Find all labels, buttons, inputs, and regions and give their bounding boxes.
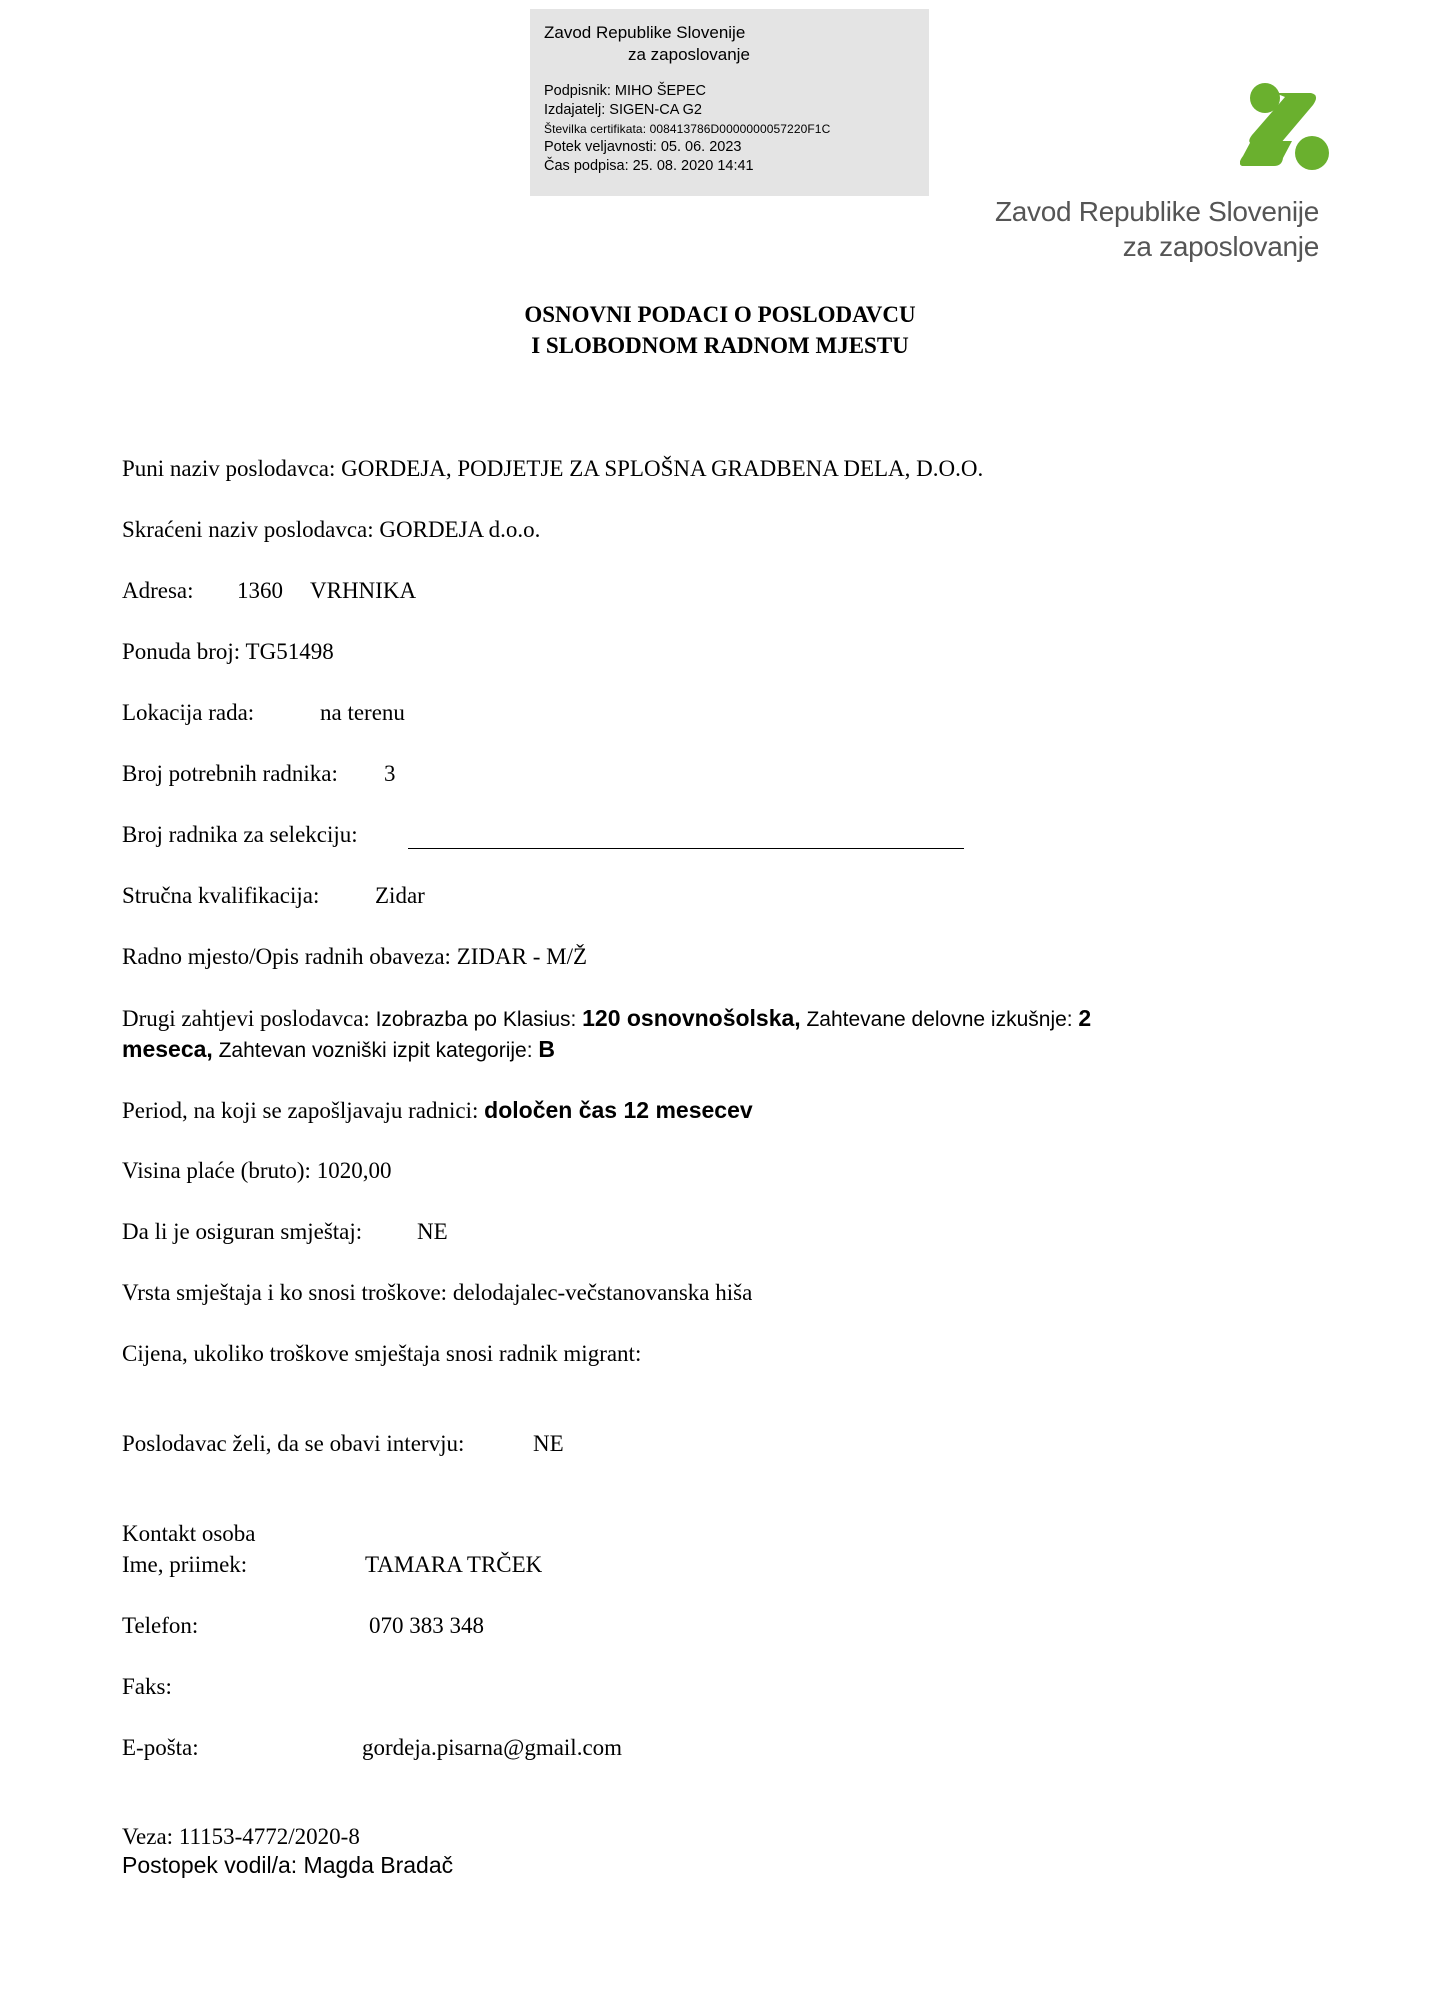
experience-value-number: 2: [1078, 1005, 1092, 1031]
license-value: B: [538, 1036, 555, 1062]
field-address-postcode: 1360: [237, 578, 283, 603]
field-workers-needed: [122, 761, 396, 787]
field-employment-period-label: Period, na koji se zapošljavaju radnici:: [122, 1098, 479, 1123]
license-label: Zahtevan vozniški izpit kategorije:: [218, 1039, 533, 1062]
field-offer-number-value: TG51498: [245, 639, 334, 664]
field-full-name-value: GORDEJA, PODJETJE ZA SPLOŠNA GRADBENA DELA, D.O.O.: [341, 456, 984, 481]
contact-heading: Kontakt osoba: [122, 1521, 256, 1546]
experience-value-unit: meseca,: [122, 1036, 213, 1062]
field-accommodation-type-value: delodajalec-večstanovanska hiša: [452, 1280, 753, 1305]
signature-signed-at: Čas podpisa: 25. 08. 2020 14:41: [544, 158, 754, 174]
contact-phone: [122, 1613, 484, 1639]
field-address: [122, 578, 417, 604]
zrss-logo-icon: [1240, 82, 1332, 174]
field-salary-value: 1020,00: [316, 1158, 392, 1183]
field-accommodation-price-label: Cijena, ukoliko troškove smještaja snosi radnik migrant:: [122, 1341, 642, 1366]
handled-by: Postopek vodil/a: Magda Bradač: [122, 1852, 454, 1878]
field-address-label: Adresa:: [122, 578, 194, 603]
education-label: Izobrazba po Klasius:: [375, 1008, 577, 1031]
contact-name-value: TAMARA TRČEK: [365, 1552, 543, 1577]
field-workers-selection: [122, 822, 358, 848]
field-salary: [122, 1158, 391, 1184]
digital-signature-box: [530, 9, 929, 196]
contact-fax-label: Faks:: [122, 1674, 172, 1699]
field-short-name: [122, 517, 540, 543]
field-salary-label: Visina plaće (bruto):: [122, 1158, 311, 1183]
field-job-description-value: ZIDAR - M/Ž: [456, 944, 588, 969]
field-accommodation-type-label: Vrsta smještaja i ko snosi troškove:: [122, 1280, 448, 1305]
logo-org-line2: za zaposlovanje: [1122, 231, 1319, 262]
field-qualification-value: Zidar: [375, 883, 425, 908]
workers-selection-blank-line: [408, 848, 964, 849]
field-accommodation-value: NE: [417, 1219, 448, 1244]
field-qualification: [122, 883, 425, 909]
field-work-location-value: na terenu: [320, 700, 405, 725]
contact-phone-value: 070 383 348: [369, 1613, 484, 1638]
reference-number: Veza: 11153-4772/2020-8: [122, 1824, 360, 1849]
field-job-description: [122, 944, 587, 970]
field-other-requirements-label: Drugi zahtjevi poslodavca:: [122, 1006, 370, 1031]
document-title-line2: I SLOBODNOM RADNOM MJESTU: [531, 333, 909, 358]
field-full-name-label: Puni naziv poslodavca:: [122, 456, 336, 481]
field-interview-value: NE: [533, 1431, 564, 1456]
contact-name: [122, 1552, 543, 1578]
signature-issuer: Izdajatelj: SIGEN-CA G2: [544, 102, 702, 118]
field-accommodation-price: [122, 1341, 641, 1367]
signature-valid-until: Potek veljavnosti: 05. 06. 2023: [544, 139, 742, 155]
field-accommodation-label: Da li je osiguran smještaj:: [122, 1219, 363, 1244]
field-short-name-label: Skraćeni naziv poslodavca:: [122, 517, 374, 542]
contact-phone-label: Telefon:: [122, 1613, 199, 1638]
field-address-city: VRHNIKA: [310, 578, 417, 603]
contact-email-label: E-pošta:: [122, 1735, 199, 1760]
field-interview: [122, 1431, 564, 1457]
field-accommodation: [122, 1219, 448, 1245]
field-offer-number: [122, 639, 334, 665]
field-other-requirements-line2: [122, 1036, 555, 1063]
education-value: 120 osnovnošolska,: [582, 1005, 801, 1031]
field-other-requirements: [122, 1005, 1091, 1032]
signature-signer: Podpisnik: MIHO ŠEPEC: [544, 83, 706, 99]
field-offer-number-label: Ponuda broj:: [122, 639, 241, 664]
contact-fax: [122, 1674, 172, 1700]
logo-org-line1: Zavod Republike Slovenije: [994, 196, 1319, 227]
field-short-name-value: GORDEJA d.o.o.: [379, 517, 541, 542]
contact-name-label: Ime, priimek:: [122, 1552, 248, 1577]
field-interview-label: Poslodavac želi, da se obavi intervju:: [122, 1431, 465, 1456]
field-qualification-label: Stručna kvalifikacija:: [122, 883, 320, 908]
field-workers-needed-label: Broj potrebnih radnika:: [122, 761, 338, 786]
contact-email: [122, 1735, 623, 1761]
signature-certificate-number: Številka certifikata: 008413786D0000000057220F1C: [544, 122, 831, 136]
document-title-line1: OSNOVNI PODACI O POSLODAVCU: [524, 302, 916, 327]
field-work-location-label: Lokacija rada:: [122, 700, 255, 725]
field-employment-period: [122, 1097, 753, 1124]
signature-org-line2: za zaposlovanje: [628, 45, 750, 64]
field-accommodation-type: [122, 1280, 752, 1306]
field-full-name: [122, 456, 983, 482]
signature-org-line1: Zavod Republike Slovenije: [544, 23, 746, 42]
field-work-location: [122, 700, 405, 726]
field-workers-needed-value: 3: [384, 761, 396, 786]
contact-email-value: gordeja.pisarna@gmail.com: [362, 1735, 623, 1760]
field-job-description-label: Radno mjesto/Opis radnih obaveza:: [122, 944, 451, 969]
experience-label: Zahtevane delovne izkušnje:: [806, 1008, 1073, 1031]
field-employment-period-value: določen čas 12 mesecev: [484, 1097, 753, 1123]
field-workers-selection-label: Broj radnika za selekciju:: [122, 822, 358, 847]
